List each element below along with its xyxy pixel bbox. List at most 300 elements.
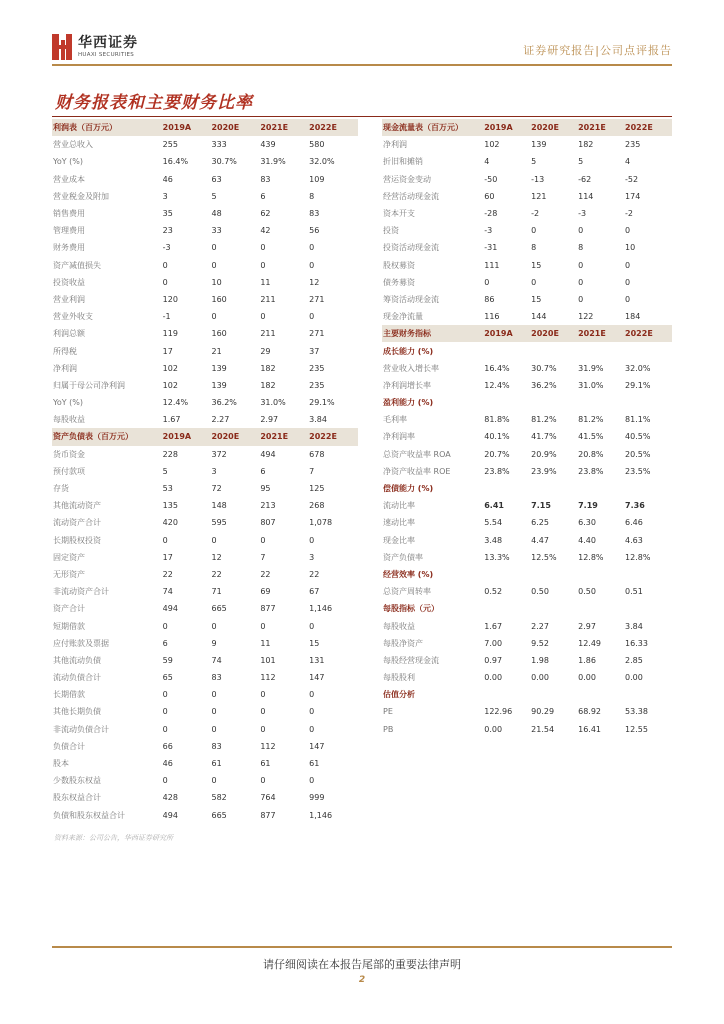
value-cell: 81.2%	[578, 415, 604, 425]
value-cell: 235	[309, 363, 325, 373]
value-cell: 372	[211, 449, 227, 459]
value-cell: 66	[162, 741, 173, 751]
value-cell: 0.00	[578, 673, 596, 683]
table-row	[382, 188, 672, 205]
row-label: 管理费用	[53, 226, 85, 236]
row-label: 投资收益	[53, 277, 85, 287]
value-cell: 22	[162, 569, 173, 579]
value-cell: -3	[162, 243, 171, 253]
value-cell: 0.00	[484, 724, 503, 734]
row-label: 所得税	[53, 346, 77, 356]
value-cell: 2.97	[260, 415, 279, 425]
table-subheader-row	[382, 686, 672, 703]
row-label: 总资产周转率	[383, 587, 431, 597]
value-cell: 7	[260, 552, 266, 562]
value-cell: 0	[211, 312, 217, 322]
value-cell: 32.0%	[625, 363, 651, 373]
value-cell: 4.47	[531, 535, 549, 545]
value-cell: 81.8%	[484, 415, 510, 425]
value-cell: 160	[211, 294, 227, 304]
row-label: 非流动资产合计	[53, 587, 109, 597]
value-cell: 63	[211, 174, 222, 184]
value-cell: 595	[211, 518, 227, 528]
row-label: 股东权益合计	[53, 793, 101, 803]
row-label: 流动比率	[383, 501, 415, 511]
table-row	[52, 789, 358, 806]
value-cell: 144	[531, 312, 547, 322]
row-label: 利润总额	[53, 329, 85, 339]
value-cell: 0	[484, 277, 490, 287]
year-header-cell: 2019A	[162, 432, 192, 442]
table-row	[52, 617, 358, 634]
row-label: 营业成本	[53, 174, 85, 184]
value-cell: 31.0%	[260, 398, 286, 408]
value-cell: 114	[578, 191, 594, 201]
value-cell: 102	[484, 140, 500, 150]
year-header-cell: 2022E	[625, 123, 653, 133]
value-cell: 0	[260, 776, 266, 786]
value-cell: 32.0%	[309, 157, 335, 167]
value-cell: 12.8%	[578, 552, 604, 562]
table-row	[52, 446, 358, 463]
year-header-cell: 2020E	[211, 123, 240, 133]
year-header-cell: 2021E	[260, 432, 289, 442]
logo-english-name: HUAXI SECURITIES	[78, 52, 135, 58]
row-label: 每股指标（元）	[383, 604, 439, 614]
value-cell: 83	[211, 741, 222, 751]
value-cell: 12.49	[578, 638, 602, 648]
value-cell: 46	[162, 174, 173, 184]
row-label: 短期借款	[53, 621, 85, 631]
value-cell: 60	[484, 191, 495, 201]
value-cell: 494	[162, 604, 178, 614]
value-cell: 1.67	[484, 621, 503, 631]
value-cell: 2.85	[625, 655, 643, 665]
table-row	[382, 222, 672, 239]
table-row	[52, 205, 358, 222]
row-label: 现金净流量	[383, 312, 423, 322]
value-cell: -2	[531, 209, 540, 219]
value-cell: 23.5%	[625, 466, 651, 476]
value-cell: 12	[211, 552, 222, 562]
row-label: 经营效率 (%)	[383, 569, 434, 579]
value-cell: 53	[162, 484, 173, 494]
table-row	[382, 721, 672, 738]
value-cell: 74	[211, 655, 222, 665]
year-header-cell: 2022E	[309, 123, 337, 133]
table-row	[52, 755, 358, 772]
value-cell: 6.25	[531, 518, 549, 528]
value-cell: 90.29	[531, 707, 555, 717]
value-cell: 12.55	[625, 724, 648, 734]
value-cell: 21.54	[531, 724, 555, 734]
row-label: 营业外收支	[53, 312, 93, 322]
value-cell: 12.8%	[625, 552, 651, 562]
value-cell: 0	[260, 260, 266, 270]
value-cell: 0	[309, 243, 315, 253]
value-cell: 148	[211, 501, 227, 511]
value-cell: 428	[162, 793, 178, 803]
row-label: 现金流量表（百万元）	[383, 123, 463, 133]
value-cell: 31.9%	[578, 363, 604, 373]
value-cell: 1,146	[309, 604, 333, 614]
table-row	[52, 549, 358, 566]
value-cell: 0.97	[484, 655, 503, 665]
table-row	[52, 188, 358, 205]
value-cell: 999	[309, 793, 325, 803]
table-row	[382, 239, 672, 256]
value-cell: 41.5%	[578, 432, 604, 442]
value-cell: 0	[211, 535, 217, 545]
value-cell: 182	[260, 363, 276, 373]
value-cell: 33	[211, 226, 222, 236]
value-cell: 59	[162, 655, 173, 665]
value-cell: 12	[309, 277, 320, 287]
value-cell: 81.2%	[531, 415, 557, 425]
value-cell: 0	[260, 724, 266, 734]
value-cell: 31.0%	[578, 380, 604, 390]
table-row	[52, 669, 358, 686]
value-cell: 15	[531, 294, 542, 304]
row-label: 应付账款及票据	[53, 638, 109, 648]
section-title: 财务报表和主要财务比率	[55, 93, 253, 113]
table-row	[52, 394, 358, 411]
row-label: 主要财务指标	[383, 329, 431, 339]
year-header-cell: 2019A	[484, 329, 513, 339]
value-cell: 0	[211, 724, 217, 734]
value-cell: 83	[309, 209, 320, 219]
value-cell: 0.00	[484, 673, 503, 683]
table-row	[52, 411, 358, 428]
value-cell: 48	[211, 209, 222, 219]
row-label: YoY (%)	[53, 398, 83, 408]
value-cell: 122	[578, 312, 594, 322]
table-row	[52, 308, 358, 325]
value-cell: 61	[211, 759, 222, 769]
value-cell: 5	[578, 157, 584, 167]
value-cell: 0.52	[484, 587, 503, 597]
left-financial-table	[52, 119, 358, 824]
section-rule	[52, 116, 672, 117]
value-cell: 17	[162, 346, 173, 356]
row-label: PB	[383, 724, 394, 734]
value-cell: 174	[625, 191, 641, 201]
value-cell: 111	[484, 260, 500, 270]
value-cell: 0	[162, 707, 168, 717]
value-cell: 30.7%	[211, 157, 237, 167]
value-cell: 37	[309, 346, 320, 356]
value-cell: -2	[625, 209, 634, 219]
value-cell: 0.50	[578, 587, 596, 597]
row-label: 债务募资	[383, 277, 415, 287]
value-cell: 147	[309, 673, 325, 683]
row-label: 净利润增长率	[383, 380, 431, 390]
row-label: 资产负债率	[383, 552, 423, 562]
row-label: 固定资产	[53, 552, 85, 562]
value-cell: 8	[309, 191, 315, 201]
value-cell: 7.15	[531, 501, 551, 511]
value-cell: 877	[260, 810, 276, 820]
table-row	[52, 497, 358, 514]
table-row	[382, 549, 672, 566]
value-cell: 46	[162, 759, 173, 769]
value-cell: 116	[484, 312, 500, 322]
value-cell: 139	[531, 140, 547, 150]
row-label: 其他流动资产	[53, 501, 101, 511]
row-label: 股本	[53, 759, 69, 769]
value-cell: 3.84	[309, 415, 327, 425]
value-cell: 20.9%	[531, 449, 557, 459]
row-label: 净利润	[53, 363, 77, 373]
value-cell: 95	[260, 484, 271, 494]
value-cell: 65	[162, 673, 173, 683]
value-cell: 877	[260, 604, 276, 614]
table-subheader-row	[382, 342, 672, 359]
value-cell: 102	[162, 363, 178, 373]
row-label: 预付款项	[53, 466, 85, 476]
value-cell: 102	[162, 380, 178, 390]
row-label: PE	[383, 707, 393, 717]
table-row	[382, 360, 672, 377]
value-cell: 7.36	[625, 501, 645, 511]
table-row	[382, 136, 672, 153]
value-cell: 0	[531, 226, 537, 236]
value-cell: 0	[309, 621, 315, 631]
table-row	[382, 652, 672, 669]
table-row	[52, 463, 358, 480]
value-cell: 0	[211, 776, 217, 786]
row-label: 现金比率	[383, 535, 415, 545]
value-cell: 0	[309, 776, 315, 786]
value-cell: 36.2%	[531, 380, 557, 390]
table-row	[52, 703, 358, 720]
value-cell: 0	[260, 707, 266, 717]
value-cell: 5.54	[484, 518, 503, 528]
value-cell: 6.30	[578, 518, 596, 528]
row-label: 净利润率	[383, 432, 415, 442]
header-divider	[52, 64, 672, 66]
table-row	[382, 463, 672, 480]
value-cell: 139	[211, 380, 227, 390]
company-logo	[52, 34, 138, 60]
value-cell: 211	[260, 294, 276, 304]
value-cell: 3.84	[625, 621, 643, 631]
table-row	[52, 652, 358, 669]
value-cell: 40.1%	[484, 432, 510, 442]
table-row	[52, 772, 358, 789]
value-cell: 61	[309, 759, 320, 769]
value-cell: 109	[309, 174, 325, 184]
value-cell: 255	[162, 140, 178, 150]
huaxi-logo-icon	[52, 34, 72, 60]
value-cell: 764	[260, 793, 276, 803]
value-cell: 10	[211, 277, 222, 287]
value-cell: 4.63	[625, 535, 643, 545]
value-cell: 13.3%	[484, 552, 510, 562]
value-cell: -3	[484, 226, 493, 236]
value-cell: 20.8%	[578, 449, 604, 459]
value-cell: 678	[309, 449, 325, 459]
value-cell: 665	[211, 810, 227, 820]
value-cell: 12.4%	[484, 380, 510, 390]
value-cell: 7	[309, 466, 315, 476]
row-label: 资产合计	[53, 604, 85, 614]
table-row	[382, 703, 672, 720]
value-cell: 439	[260, 140, 276, 150]
value-cell: 0	[211, 707, 217, 717]
table-row	[52, 721, 358, 738]
value-cell: 2.97	[578, 621, 596, 631]
row-label: 筹资活动现金流	[383, 294, 439, 304]
row-label: 营业收入增长率	[383, 363, 439, 373]
row-label: 货币资金	[53, 449, 85, 459]
value-cell: 22	[211, 569, 222, 579]
row-label: 利润表（百万元）	[53, 123, 117, 133]
table-subheader-row	[382, 600, 672, 617]
value-cell: 20.7%	[484, 449, 510, 459]
row-label: 每股股利	[383, 673, 415, 683]
value-cell: 16.4%	[162, 157, 189, 167]
source-note: 资料来源：公司公告，华西证券研究所	[54, 834, 173, 842]
row-label: 其他流动负债	[53, 655, 101, 665]
row-label: 总资产收益率 ROA	[383, 449, 451, 459]
logo-chinese-name: 华西证券	[78, 35, 138, 51]
table-subheader-row	[382, 394, 672, 411]
row-label: 流动负债合计	[53, 673, 101, 683]
table-row	[382, 617, 672, 634]
row-label: 投资活动现金流	[383, 243, 439, 253]
value-cell: 271	[309, 294, 325, 304]
value-cell: 81.1%	[625, 415, 651, 425]
value-cell: 21	[211, 346, 222, 356]
row-label: 营运资金变动	[383, 174, 431, 184]
value-cell: 0	[625, 260, 631, 270]
value-cell: 3.48	[484, 535, 503, 545]
row-label: 折旧和摊销	[383, 157, 423, 167]
row-label: 每股经营现金流	[383, 655, 439, 665]
value-cell: 211	[260, 329, 276, 339]
row-label: 少数股东权益	[53, 776, 101, 786]
row-label: 归属于母公司净利润	[53, 380, 125, 390]
value-cell: 228	[162, 449, 178, 459]
table-row	[382, 308, 672, 325]
table-subheader-row	[382, 566, 672, 583]
row-label: 每股收益	[383, 621, 415, 631]
value-cell: 23.8%	[484, 466, 510, 476]
value-cell: 0	[578, 294, 584, 304]
year-header-cell: 2020E	[211, 432, 240, 442]
value-cell: -28	[484, 209, 498, 219]
value-cell: 23	[162, 226, 173, 236]
value-cell: 1.67	[162, 415, 181, 425]
table-row	[52, 566, 358, 583]
table-row	[52, 480, 358, 497]
table-row	[52, 600, 358, 617]
row-label: YoY (%)	[53, 157, 83, 167]
value-cell: 5	[211, 191, 217, 201]
value-cell: 184	[625, 312, 641, 322]
value-cell: 0	[211, 621, 217, 631]
value-cell: 71	[211, 587, 222, 597]
table-header-row	[382, 119, 672, 136]
value-cell: -13	[531, 174, 545, 184]
value-cell: 35	[162, 209, 173, 219]
value-cell: 0	[260, 690, 266, 700]
value-cell: 72	[211, 484, 222, 494]
table-row	[52, 239, 358, 256]
value-cell: 101	[260, 655, 276, 665]
row-label: 销售费用	[53, 209, 85, 219]
table-header-row	[52, 428, 358, 445]
value-cell: 15	[309, 638, 320, 648]
table-header-row	[52, 119, 358, 136]
value-cell: 5	[162, 466, 168, 476]
value-cell: 0	[162, 690, 168, 700]
value-cell: 12.5%	[531, 552, 557, 562]
value-cell: 23.8%	[578, 466, 604, 476]
value-cell: 0	[162, 535, 168, 545]
value-cell: 0.00	[531, 673, 549, 683]
value-cell: 235	[309, 380, 325, 390]
row-label: 流动资产合计	[53, 518, 101, 528]
table-row	[52, 257, 358, 274]
value-cell: 182	[578, 140, 594, 150]
row-label: 营业利润	[53, 294, 85, 304]
value-cell: 5	[531, 157, 537, 167]
value-cell: 23.9%	[531, 466, 557, 476]
value-cell: 83	[211, 673, 222, 683]
value-cell: 6.46	[625, 518, 643, 528]
value-cell: 0	[309, 690, 315, 700]
value-cell: 1.98	[531, 655, 549, 665]
value-cell: 122.96	[484, 707, 513, 717]
value-cell: 0	[260, 621, 266, 631]
value-cell: 69	[260, 587, 271, 597]
value-cell: 582	[211, 793, 227, 803]
row-label: 长期借款	[53, 690, 85, 700]
table-row	[382, 497, 672, 514]
value-cell: 0.50	[531, 587, 549, 597]
value-cell: 7.00	[484, 638, 503, 648]
row-label: 估值分析	[383, 690, 415, 700]
table-row	[382, 291, 672, 308]
value-cell: 121	[531, 191, 547, 201]
value-cell: 41.7%	[531, 432, 557, 442]
value-cell: 494	[260, 449, 276, 459]
value-cell: 74	[162, 587, 173, 597]
year-header-cell: 2020E	[531, 329, 559, 339]
value-cell: 665	[211, 604, 227, 614]
table-row	[52, 532, 358, 549]
value-cell: 0	[260, 243, 266, 253]
table-row	[52, 738, 358, 755]
value-cell: 0	[531, 277, 537, 287]
value-cell: 1,146	[309, 810, 333, 820]
row-label: 每股收益	[53, 415, 85, 425]
value-cell: 0	[260, 312, 266, 322]
report-type-label: 证券研究报告|公司点评报告	[523, 44, 672, 57]
year-header-cell: 2019A	[484, 123, 513, 133]
table-row	[52, 342, 358, 359]
table-row	[382, 171, 672, 188]
value-cell: 10	[625, 243, 636, 253]
row-label: 经营活动现金流	[383, 191, 439, 201]
value-cell: 0	[211, 690, 217, 700]
value-cell: 1,078	[309, 518, 333, 528]
value-cell: 29	[260, 346, 271, 356]
value-cell: 86	[484, 294, 495, 304]
value-cell: 120	[162, 294, 178, 304]
